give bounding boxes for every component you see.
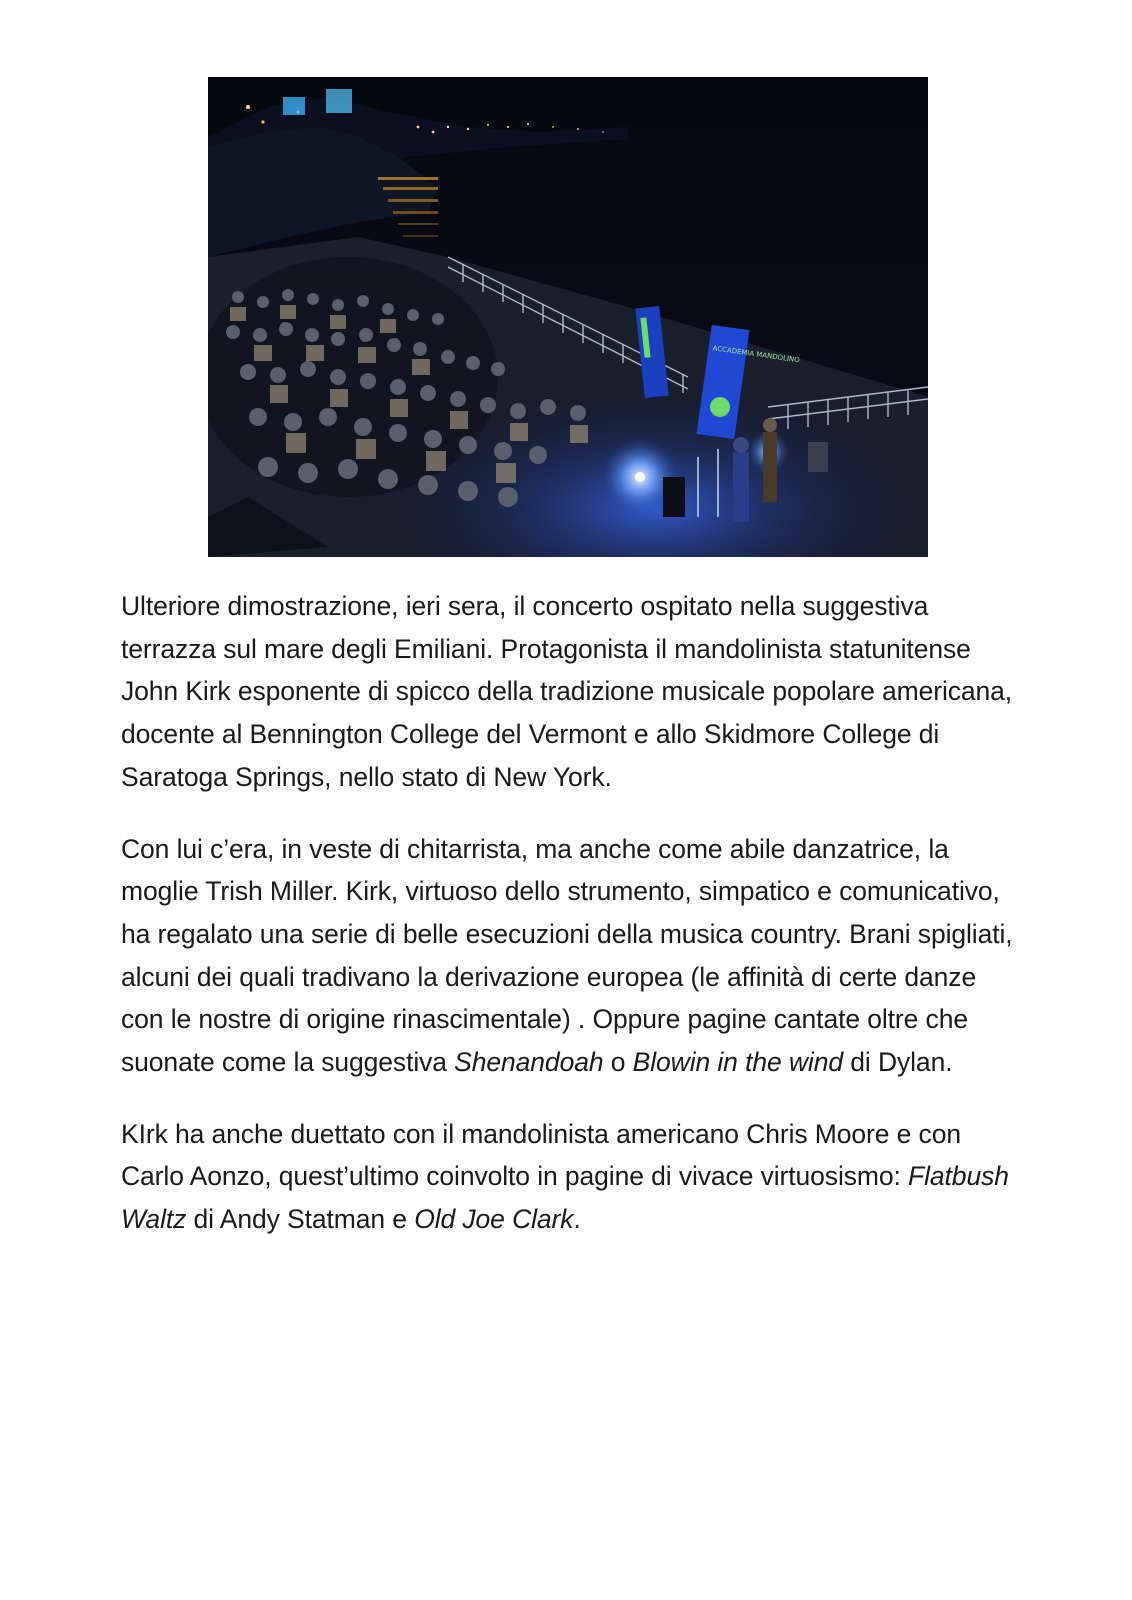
paragraph-3 (121, 1113, 1021, 1241)
paragraph-2-text-3: di Dylan. (843, 1047, 953, 1078)
paragraph-2-text-2: o (603, 1047, 633, 1078)
paragraph-3-text-2: di Andy Statman e (186, 1204, 415, 1235)
song-title-blowin: Blowin in the wind (632, 1047, 843, 1078)
paragraph-3-text-1: KIrk ha anche duettato con il mandolinista americano Chris Moore e con Carlo Aonzo, quest’ultimo coinvolto in pagine di vivace virtuosismo: (121, 1118, 961, 1192)
concert-photo (208, 77, 928, 557)
paragraph-2-text-1: Con lui c’era, in veste di chitarrista, ma anche come abile danzatrice, la moglie Trish Miller. Kirk, virtuoso dello strumento, simpatico e comunicativo, ha regalato una serie di belle esecuzioni della musica country. Brani spigliati, alcuni dei quali tradivano la derivazione europea (le affinità di certe danze con le nostre di origine rinascimentale) . Oppure pagine cantate oltre che suonate come la suggestiva (121, 833, 1013, 1078)
paragraph-3-text-3: . (573, 1204, 581, 1235)
song-title-flatbush: Flatbush Waltz (121, 1161, 1009, 1235)
article-body (121, 585, 1021, 1270)
banner-text: ACCADEMIA MANDOLINO (712, 344, 801, 365)
song-title-shenandoah: Shenandoah (454, 1047, 604, 1078)
paragraph-1: Ulteriore dimostrazione, ieri sera, il concerto ospitato nella suggestiva terrazza sul mare degli Emiliani. Protagonista il mandolinista statunitense John Kirk esponente di spicco della tradizione musicale popolare americana, docente al Bennington College del Vermont e allo Skidmore College di Saratoga Springs, nello stato di New York. (121, 591, 1013, 792)
paragraph-2 (121, 828, 1021, 1084)
song-title-old-joe-clark: Old Joe Clark (414, 1204, 574, 1235)
